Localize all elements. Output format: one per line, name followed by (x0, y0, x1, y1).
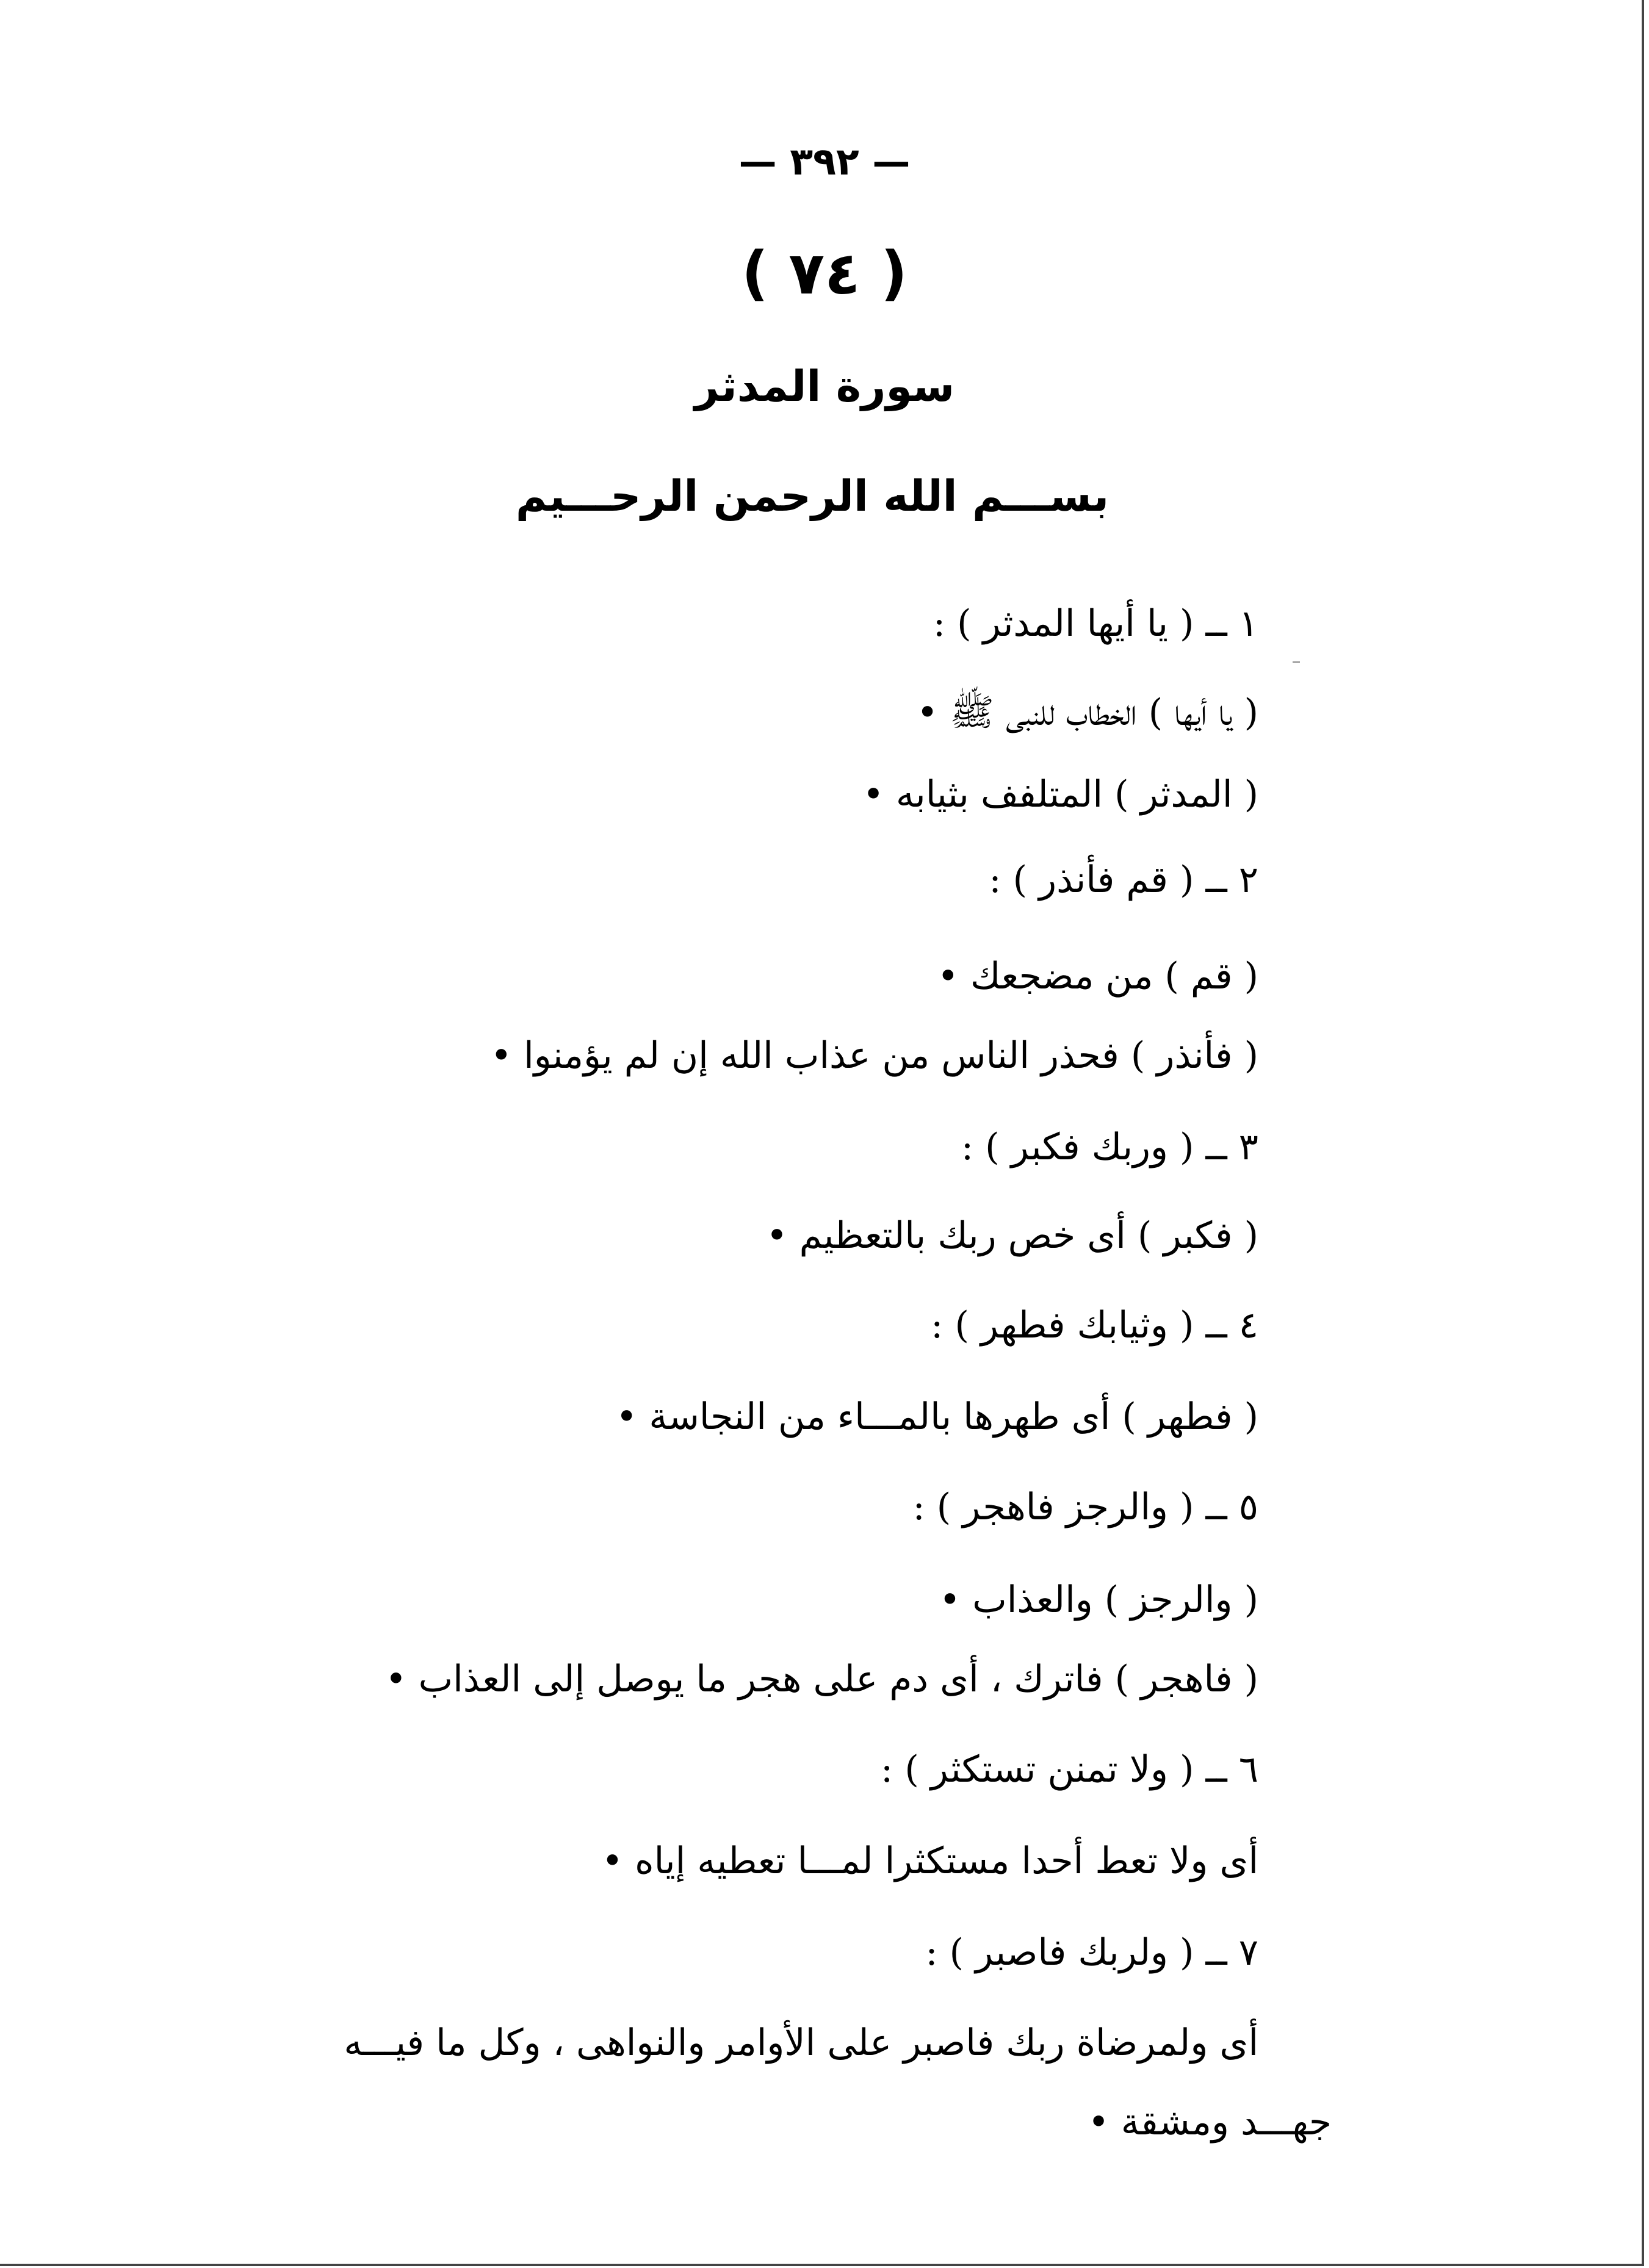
commentary-line: ( فأنذر ) فحذر الناس من عذاب الله إن لم يؤمنوا • (490, 1034, 1258, 1077)
basmala: بســـم الله الرحمن الرحـــيم (515, 471, 1110, 521)
commentary-line: ( المدثر ) المتلفف بثيابه • (862, 773, 1258, 816)
verse-heading-7: ٧ ــ ( ولربك فاصبر ) : (925, 1931, 1258, 1974)
surah-title: سورة المدثر (694, 361, 955, 411)
verse-heading-4: ٤ ــ ( وثيابك فطهر ) : (931, 1304, 1258, 1347)
commentary-line: أى ولمرضاة ربك فاصبر على الأوامر والنواهى ، وكل ما فيـــه (344, 2021, 1258, 2064)
verse-heading-2: ٢ ــ ( قم فأنذر ) : (989, 859, 1258, 901)
commentary-line: ( فاهجر ) فاترك ، أى دم على هجر ما يوصل إلى العذاب • (385, 1658, 1258, 1701)
surah-number: ( ٧٤ ) (742, 239, 907, 308)
commentary-line: أى ولا تعط أحدا مستكثرا لمـــا تعطيه إياه • (601, 1840, 1258, 1882)
page-number: — ٣٩٢ — (738, 139, 911, 184)
commentary-line: ( قم ) من مضجعك • (937, 955, 1258, 998)
commentary-line: ( والرجز ) والعذاب • (939, 1579, 1258, 1621)
commentary-line: ( يا أيها ) الخطاب للنبى ﷺ • (916, 691, 1258, 734)
commentary-line: ( فكبر ) أى خص ربك بالتعظيم • (766, 1214, 1258, 1257)
verse-heading-5: ٥ ــ ( والرجز فاهجر ) : (912, 1486, 1258, 1528)
verse-heading-6: ٦ ــ ( ولا تمنن تستكثر ) : (881, 1748, 1258, 1791)
commentary-line: ( فطهر ) أى طهرها بالمـــاء من النجاسة • (615, 1395, 1258, 1438)
commentary-line-continuation: جهـــد ومشقة • (1088, 2101, 1332, 2144)
verse-heading-3: ٣ ــ ( وربك فكبر ) : (961, 1126, 1258, 1168)
verse-heading-1: ١ ــ ( يا أيها المدثر ) : (933, 602, 1258, 645)
scan-mark (1293, 661, 1300, 663)
